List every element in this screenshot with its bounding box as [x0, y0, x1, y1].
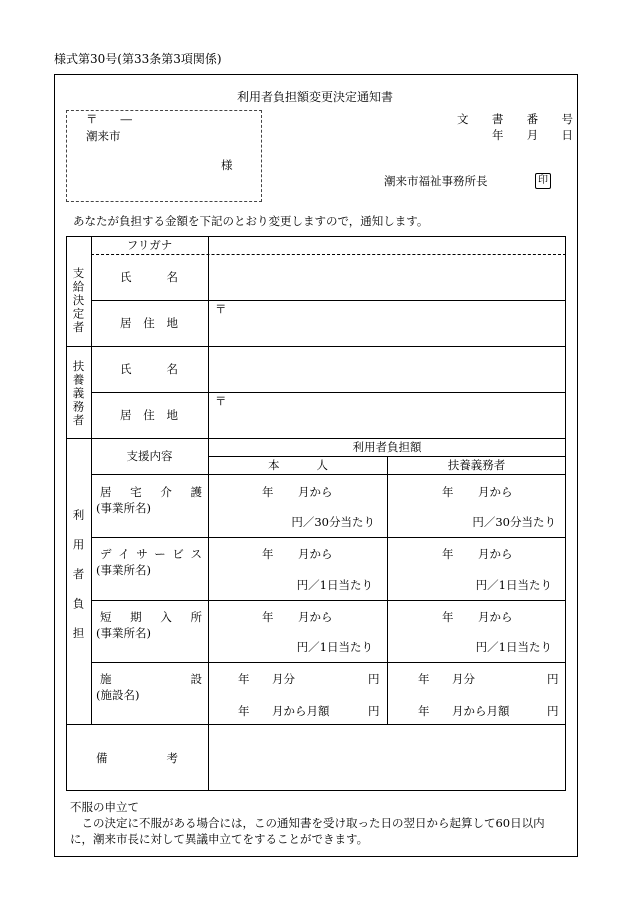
row-line [91, 474, 566, 475]
supporter-amount-unit: 円／1日当たり [475, 640, 552, 654]
row-line [91, 662, 566, 663]
self-amount-unit: 円／30分当たり [291, 515, 375, 529]
supporter-amount-unit: 円／1日当たり [475, 578, 552, 592]
self-start-month: 月から [298, 485, 333, 499]
self-start-month: 月から [298, 610, 333, 624]
self-facility-monthly: 月から月額 [272, 704, 330, 718]
seal-icon: 印 [535, 173, 551, 189]
self-start-year: 年 [262, 547, 274, 561]
service-name: 短 期 入 所 [100, 610, 202, 624]
service-name: 居 宅 介 護 [100, 485, 202, 499]
self-facility-month: 月分 [272, 672, 295, 686]
service-name: デ イ サ ー ビ ス [100, 547, 202, 561]
supporter-header: 扶養義務者 [447, 458, 506, 472]
remarks-label: 備 考 [96, 750, 178, 765]
supporter-facility-year-2: 年 [418, 704, 430, 718]
address-honorific: 様 [221, 158, 233, 172]
facility-name: 施 設 [100, 672, 202, 686]
supporter-start-year: 年 [442, 485, 454, 499]
col-line [208, 236, 209, 791]
row-line [91, 600, 566, 601]
document-title: 利用者負担額変更決定通知書 [236, 90, 393, 104]
burden-section-label: 利用者負担 [71, 508, 86, 657]
facility-sub: (施設名) [96, 688, 140, 702]
self-facility-yen: 円 [368, 672, 380, 686]
supporter-amount-unit: 円／30分当たり [472, 515, 556, 529]
document-number-label: 文 書 番 号 [457, 112, 573, 126]
self-facility-year: 年 [238, 672, 250, 686]
service-sub: (事業所名) [96, 626, 151, 640]
supporter-address-label: 居 住 地 [120, 408, 178, 422]
supporter-facility-monthly: 月から月額 [452, 704, 510, 718]
service-sub: (事業所名) [96, 501, 151, 515]
recipient-section-label: 支給決定者 [71, 267, 86, 335]
supporter-postal-mark: 〒 [215, 394, 227, 408]
intro-text: あなたが負担する金額を下記のとおり変更しますので，通知します。 [73, 214, 429, 228]
support-content-header: 支援内容 [126, 449, 173, 463]
supporter-facility-year: 年 [418, 672, 430, 686]
self-amount-unit: 円／1日当たり [296, 578, 373, 592]
form-number-label: 様式第30号(第33条第3項関係) [54, 52, 222, 66]
self-start-month: 月から [298, 547, 333, 561]
supporter-facility-yen: 円 [547, 672, 559, 686]
objection-heading: 不服の申立て [70, 800, 139, 814]
self-amount-unit: 円／1日当たり [296, 640, 373, 654]
supporter-start-month: 月から [478, 547, 513, 561]
supporter-start-year: 年 [442, 547, 454, 561]
address-city: 潮来市 [86, 129, 121, 143]
supporter-section-label: 扶養義務者 [71, 360, 86, 428]
self-start-year: 年 [262, 485, 274, 499]
self-header: 本 人 [268, 458, 328, 472]
recipient-address-label: 居 住 地 [120, 316, 178, 330]
objection-text-line2: に，潮来市長に対して異議申立てをすることができます。 [70, 832, 369, 846]
col-line [387, 456, 388, 724]
burden-amount-header: 利用者負担額 [352, 440, 422, 454]
recipient-name-label: 氏 名 [120, 270, 178, 284]
service-sub: (事業所名) [96, 563, 151, 577]
supporter-start-month: 月から [478, 610, 513, 624]
seal-mark [535, 172, 551, 189]
self-facility-year-2: 年 [238, 704, 250, 718]
supporter-name-label: 氏 名 [120, 362, 178, 376]
col-line [91, 236, 92, 724]
supporter-start-month: 月から [478, 485, 513, 499]
supporter-facility-yen-2: 円 [547, 704, 559, 718]
address-postal-mark: 〒 ― [86, 112, 132, 126]
self-start-year: 年 [262, 610, 274, 624]
supporter-facility-month: 月分 [452, 672, 475, 686]
recipient-postal-mark: 〒 [215, 302, 227, 316]
objection-text-line1: この決定に不服がある場合には，この通知書を受け取った日の翌日から起算して60日以内 [70, 816, 545, 830]
self-facility-yen-2: 円 [368, 704, 380, 718]
issuer-name: 潮来市福祉事務所長 [384, 174, 488, 188]
row-line [91, 537, 566, 538]
document-date-label: 年 月 日 [492, 128, 573, 142]
supporter-start-year: 年 [442, 610, 454, 624]
furigana-label: フリガナ [126, 238, 173, 252]
